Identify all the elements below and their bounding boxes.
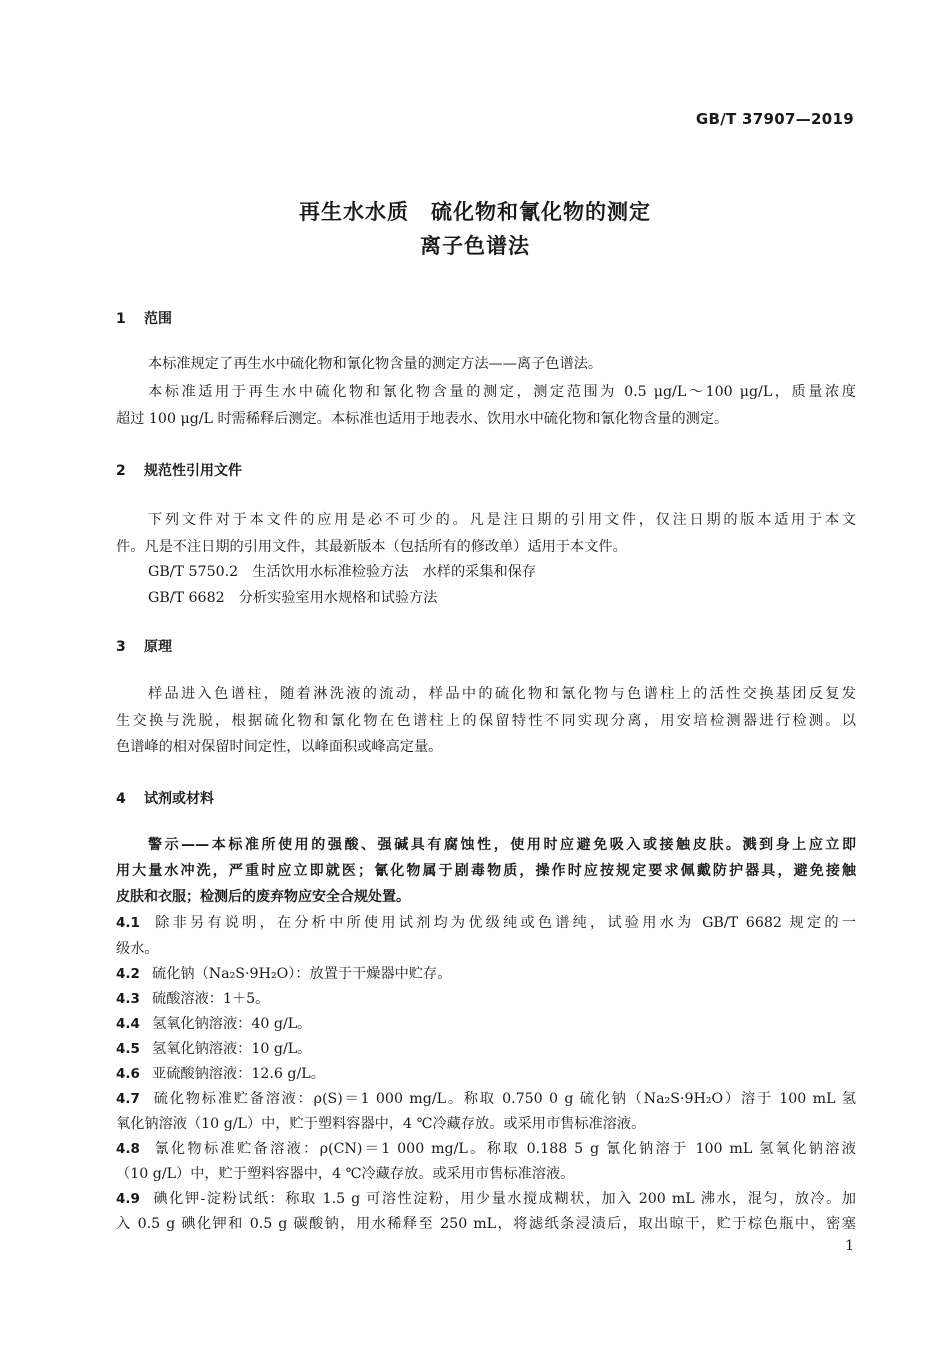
list-item — [116, 911, 856, 935]
section-number: 3 — [116, 639, 126, 655]
item-text: 硫化钠（Na₂S·9H₂O）：放置于干燥器中贮存。 — [152, 966, 452, 982]
list-item-continuation: 氧化钠溶液（10 g/L）中，贮于塑料容器中，4 ℃冷藏存放。或采用市售标准溶液。 — [116, 1116, 646, 1132]
item-number: 4.8 — [116, 1141, 140, 1157]
item-text: 碘化钾-淀粉试纸：称取 1.5 g 可溶性淀粉，用少量水搅成糊状，加入 200 mL 沸水，混匀，放冷。加 — [152, 1191, 856, 1207]
section-title: 试剂或材料 — [144, 791, 214, 807]
page-number: 1 — [845, 1238, 854, 1254]
section-4-heading — [116, 788, 214, 808]
paragraph: 件。凡是不注日期的引用文件，其最新版本（包括所有的修改单）适用于本文件。 — [116, 539, 627, 555]
item-text: 氰化物标准贮备溶液：ρ(CN)＝1 000 mg/L。称取 0.188 5 g 氰化钠溶于 100 mL 氢氧化钠溶液 — [152, 1141, 856, 1157]
list-item — [116, 1012, 856, 1036]
list-item — [116, 987, 856, 1011]
item-number: 4.4 — [116, 1016, 140, 1032]
item-text: 亚硫酸钠溶液：12.6 g/L。 — [152, 1066, 325, 1082]
item-text: 硫化物标准贮备溶液：ρ(S)＝1 000 mg/L。称取 0.750 0 g 硫化钠（Na₂S·9H₂O）溶于 100 mL 氢 — [152, 1091, 856, 1107]
item-number: 4.5 — [116, 1041, 140, 1057]
section-1-heading — [116, 308, 172, 328]
document-title: 再生水水质 硫化物和氰化物的测定 — [299, 200, 651, 224]
section-title: 范围 — [144, 311, 172, 327]
list-item — [116, 1137, 856, 1161]
list-item — [116, 1187, 856, 1211]
item-number: 4.6 — [116, 1066, 140, 1082]
paragraph: 超过 100 μg/L 时需稀释后测定。本标准也适用于地表水、饮用水中硫化物和氰化物含量的测定。 — [116, 411, 729, 427]
item-text: 氢氧化钠溶液：10 g/L。 — [152, 1041, 312, 1057]
list-item — [116, 1037, 856, 1061]
paragraph: 本标准适用于再生水中硫化物和氰化物含量的测定，测定范围为 0.5 μg/L～100 μg/L，质量浓度 — [148, 384, 856, 400]
paragraph: 下列文件对于本文件的应用是必不可少的。凡是注日期的引用文件，仅注日期的版本适用于本文 — [148, 512, 856, 528]
section-2-heading — [116, 460, 242, 480]
list-item — [116, 1062, 856, 1086]
paragraph: 样品进入色谱柱，随着淋洗液的流动，样品中的硫化物和氰化物与色谱柱上的活性交换基团反复发 — [148, 686, 856, 702]
warning-text: 皮肤和衣服；检测后的废弃物应安全合规处置。 — [116, 889, 410, 905]
list-item — [116, 962, 856, 986]
item-number: 4.3 — [116, 991, 140, 1007]
section-title: 规范性引用文件 — [144, 463, 242, 479]
item-text: 硫酸溶液：1＋5。 — [152, 991, 270, 1007]
item-number: 4.1 — [116, 915, 140, 931]
paragraph: 色谱峰的相对保留时间定性，以峰面积或峰高定量。 — [116, 739, 443, 755]
warning-text: 警示——本标准所使用的强酸、强碱具有腐蚀性，使用时应避免吸入或接触皮肤。溅到身上应立即 — [148, 837, 856, 853]
normative-reference: GB/T 5750.2 生活饮用水标准检验方法 水样的采集和保存 — [148, 564, 537, 580]
paragraph: 本标准规定了再生水中硫化物和氰化物含量的测定方法——离子色谱法。 — [148, 356, 603, 372]
section-number: 1 — [116, 311, 126, 327]
section-number: 2 — [116, 463, 126, 479]
document-subtitle: 离子色谱法 — [420, 234, 530, 258]
section-title: 原理 — [144, 639, 172, 655]
warning-text: 用大量水冲洗，严重时应立即就医；氰化物属于剧毒物质，操作时应按规定要求佩戴防护器具，避免接触 — [116, 863, 856, 879]
item-text: 氢氧化钠溶液：40 g/L。 — [152, 1016, 312, 1032]
normative-reference: GB/T 6682 分析实验室用水规格和试验方法 — [148, 590, 438, 606]
item-number: 4.7 — [116, 1091, 140, 1107]
item-number: 4.2 — [116, 966, 140, 982]
list-item-continuation: （10 g/L）中，贮于塑料容器中，4 ℃冷藏存放。或采用市售标准溶液。 — [116, 1166, 575, 1182]
list-item-continuation: 入 0.5 g 碘化钾和 0.5 g 碳酸钠，用水稀释至 250 mL，将滤纸条浸渍后，取出晾干，贮于棕色瓶中，密塞 — [116, 1216, 856, 1232]
standard-code: GB/T 37907—2019 — [695, 110, 854, 128]
item-number: 4.9 — [116, 1191, 140, 1207]
section-number: 4 — [116, 791, 126, 807]
list-item-continuation: 级水。 — [116, 941, 159, 957]
section-3-heading — [116, 636, 172, 656]
item-text: 除非另有说明，在分析中所使用试剂均为优级纯或色谱纯，试验用水为 GB/T 6682 规定的一 — [152, 915, 856, 931]
list-item — [116, 1087, 856, 1111]
paragraph: 生交换与洗脱，根据硫化物和氰化物在色谱柱上的保留特性不同实现分离，用安培检测器进行检测。以 — [116, 713, 856, 729]
